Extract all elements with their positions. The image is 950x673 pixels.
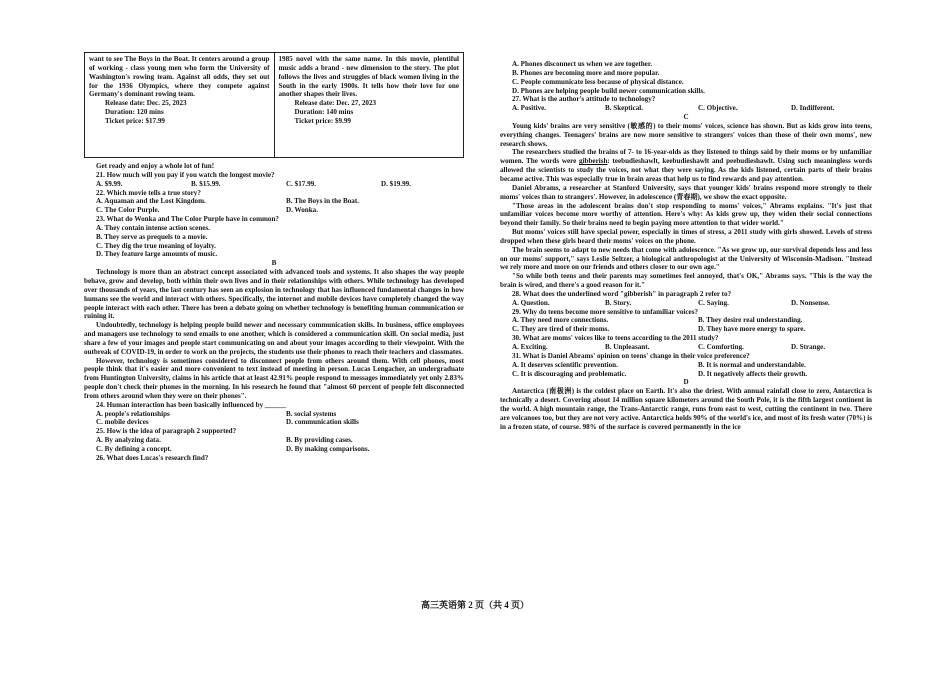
option-b: B. By providing cases. (286, 436, 353, 445)
page-footer: 高三英语第 2 页（共 4 页） (420, 600, 529, 610)
option-d: D. They have more energy to spare. (698, 325, 806, 334)
option-b: B. Skeptical. (605, 104, 644, 113)
option-a: A. Aquaman and the Lost Kingdom. (96, 197, 206, 206)
passage-c-paragraph: "So while both teens and their parents may sometimes feel annoyed, that's OK," Abrams says. "This is the way the brain is wired, and there's a good reason for it." (500, 272, 872, 290)
question-30 (500, 334, 872, 352)
movie-duration: Duration: 120 mins (105, 108, 164, 117)
option-d: D. communication skills (286, 418, 359, 427)
question-stem: 30. What are moms' voices like to teens according to the 2011 study? (512, 334, 719, 343)
question-stem: 21. How much will you pay if you watch the longest movie? (96, 170, 275, 179)
option-b: B. social systems (286, 409, 337, 418)
option-b: B. Unpleasant. (605, 343, 650, 351)
passage-label-b: B (271, 259, 277, 268)
option-a: A. Question. (512, 298, 550, 307)
question-stem: 27. What is the author's attitude to technology? (512, 95, 656, 104)
movie-release: Release date: Dec. 25, 2023 (105, 99, 187, 108)
movie-box (84, 52, 464, 158)
passage-b-paragraph: However, technology is sometimes considered to disconnect people from others around them. With cell phones, most people think that it's easier and more convenient to text instead of meeting in person. Lucas Lengacher, an undergraduate from Huntington University, claims in his article that at least 42.91% people respond to messages immediately yet only 2.83% people don't check their phones in the morning. In his research he found that "almost 60 percent of people felt disconnected from others around when they were on their phones". (84, 356, 464, 400)
option-a: A. people's relationships (96, 409, 170, 418)
option-c: C. Saying. (698, 298, 729, 307)
question-stem: 31. What is Daniel Abrams' opinion on teens' change in their voice preference? (512, 351, 750, 360)
option-a: A. By analyzing data. (96, 436, 161, 445)
option-b: B. They desire real understanding. (698, 316, 803, 325)
passage-c-paragraph: But moms' voices still have special power, especially in times of stress, a 2011 study with girls showed. Levels of stress dropped when these girls heard their moms' voices on the phone. (500, 228, 872, 245)
option-c: C. $17.99. (286, 179, 316, 188)
question-stem: 25. How is the idea of paragraph 2 supported? (96, 427, 237, 436)
question-26-options (500, 60, 872, 95)
option-c: C. People communicate less because of physical distance. (512, 77, 684, 86)
passage-d-paragraph: Antarctica (南极洲) is the coldest place on Earth. It's also the driest. With annual rainfall close to zero, Antarctica is technically a desert. Covering about 14 million square kilometers around the South Pole, it is the fifth largest continent in the world. A high mountain range, the Trans-Antarctic range, runs from east to west, cutting the continent in two. There are volcanoes too, but they are not very active. Antarctica holds 90% of the world's ice, and most of its fresh water (70%) is in a frozen state, of course. 98% of the surface is covered permanently in the ice (500, 387, 872, 431)
passage-c-paragraph: The brain seems to adapt to new needs that come with adolescence. "As we grow up, our survival depends less and less on our moms' support," says Leslie Seltzer, a biological anthropologist at the University of Wisconsin-Madison. "Instead we rely more and more on our friends and others closer to our own age." (500, 245, 872, 272)
option-d: D. By making comparisons. (286, 445, 370, 453)
option-c: C. They dig the true meaning of loyalty. (96, 241, 216, 250)
option-a: A. Positive. (512, 104, 547, 113)
option-b: B. They serve as prequels to a movie. (96, 232, 208, 241)
movie-release: Release date: Dec. 27, 2023 (294, 99, 377, 108)
movie-description: want to see The Boys in the Boat. It centers around a group of working - class young men who form the University of Washington's rowing team. Against all odds, they set out for the 1936 Olympics, where they compete against Germany's dominant rowing team. (89, 55, 270, 99)
movie-price: Ticket price: $17.99 (105, 116, 165, 125)
question-23 (84, 215, 464, 259)
movie-duration: Duration: 140 mins (294, 108, 354, 117)
option-c: C. By defining a concept. (96, 445, 172, 453)
option-c: C. The Color Purple. (96, 206, 160, 215)
passage-b-paragraph: Technology is more than an abstract concept associated with advanced tools and systems. It also shapes the way people behave, grow and develop, both within their own lives and in their relationships with others. While technology has developed over thousands of years, the last century has seen an explosion in technology that has influenced fundamental changes in how humans see the world and interact with others. Specifically, the internet and mobile devices have completely changed the way people interact with each other. There has been a debate going on whether technology is benefiting human communication or ruining it. (84, 268, 464, 321)
option-d: D. It negatively affects their growth. (698, 369, 808, 378)
option-a: A. Phones disconnect us when we are together. (512, 60, 653, 68)
question-stem: 23. What do Wonka and The Color Purple have in common? (96, 215, 279, 224)
passage-c-paragraph: Daniel Abrams, a researcher at Stanford University, says that younger kids' brains respond more strongly to their moms' voices than to strangers'. However, in adolescence (青春期), we show the exact opposite. (500, 183, 872, 201)
question-28 (500, 290, 872, 308)
option-b: B. Story. (605, 298, 632, 307)
passage-b-paragraph: Undoubtedly, technology is helping people build newer and necessary communication skills. In business, office employees and managers use technology to send emails to one another, which is considered a communication skill. On social media, just share a few of your images and people start communicating on and about your images according to their viewpoint. With the outbreak of COVID-19, in order to work on the projects, the students use their phones to reach their teachers and classmates. (84, 321, 464, 356)
question-27 (500, 95, 872, 113)
option-b: B. Phones are becoming more and more popular. (512, 68, 660, 77)
left-column (84, 52, 464, 463)
question-26-stem: 26. What does Lucas's research find? (96, 453, 209, 462)
question-stem: 24. Human interaction has been basically influenced by ______ (96, 400, 287, 409)
option-a: A. They need more connections. (512, 316, 609, 325)
movie-description: 1985 novel with the same name. In this movie, plentiful music adds a brand - new dimension to the story. The plot follows the lives and struggles of black women living in the South in the early 1900s. It tells how their love for one another shapes their lives. (278, 55, 459, 99)
question-21 (84, 171, 464, 189)
option-d: D. Nonsense. (791, 298, 830, 307)
question-stem: 29. Why do teens become more sensitive to unfamiliar voices? (512, 307, 698, 316)
question-stem: 22. Which movie tells a true story? (96, 188, 201, 197)
question-24 (84, 401, 464, 428)
passage-label-c: C (683, 113, 689, 122)
option-d: D. Indifferent. (791, 104, 835, 113)
option-c: C. Comforting. (698, 343, 744, 351)
question-31 (500, 352, 872, 379)
option-d: D. Phones are helping people build newer communication skills. (512, 86, 705, 95)
option-c: C. Objective. (698, 104, 738, 113)
passage-c-paragraph: Young kids' brains are very sensitive (敏感的) to their moms' voices, science has shown. But as kids grow into teens, everything changes. Teenagers' brains are now more sensitive to strangers' voices than those of their own moms', new research shows. (500, 121, 872, 148)
option-a: A. Exciting. (512, 343, 548, 351)
option-d: D. They feature large amounts of music. (96, 250, 218, 259)
passage-label-d: D (683, 378, 689, 387)
option-d: D. $19.99. (381, 179, 411, 188)
option-a: A. They contain intense action scenes. (96, 223, 210, 232)
option-c: C. It is discouraging and problematic. (512, 369, 627, 378)
option-d: D. Wonka. (286, 206, 319, 215)
closing-line: Get ready and enjoy a whole lot of fun! (96, 162, 215, 170)
option-c: C. They are tired of their moms. (512, 325, 610, 334)
option-a: A. It deserves scientific prevention. (512, 360, 618, 369)
option-b: B. It is normal and understandable. (698, 360, 806, 369)
passage-c-paragraph: "Those areas in the adolescent brains don't stop responding to moms' voices," Abrams explains. "It's just that unfamiliar voices become more worthy of attention. Here's why: As kids grow up, they widen their social connections beyond their family. So their brains need to begin paying more attention to that wider world." (500, 201, 872, 228)
question-29 (500, 308, 872, 335)
option-b: B. The Boys in the Boat. (286, 197, 359, 206)
option-d: D. Strange. (791, 343, 826, 351)
underlined-word: gibberish (579, 157, 608, 166)
question-25 (84, 427, 464, 454)
question-22 (84, 189, 464, 216)
option-c: C. mobile devices (96, 418, 149, 427)
passage-c-paragraph: The researchers studied the brains of 7- to 16-year-olds as they listened to things said by their moms or by unfamiliar women. The words were gibberish: teebudieshawlt, keebudieshawlt and peebudieshawlt. Using such meaningless words allowed the scientists to study the voices, not what they were saying. As the kids listened, certain parts of their brains became active. This was especially true in brain areas that help us to find rewards and pay attention. (500, 148, 873, 183)
question-stem: 28. What does the underlined word "gibberish" in paragraph 2 refer to? (512, 289, 732, 298)
movie-cell-color-purple (274, 53, 464, 157)
right-column (500, 60, 872, 431)
option-a: A. $9.99. (96, 179, 123, 188)
option-b: B. $15.99. (191, 179, 221, 188)
movie-price: Ticket price: $9.99 (294, 116, 351, 125)
movie-cell-boys-in-boat (85, 53, 274, 157)
